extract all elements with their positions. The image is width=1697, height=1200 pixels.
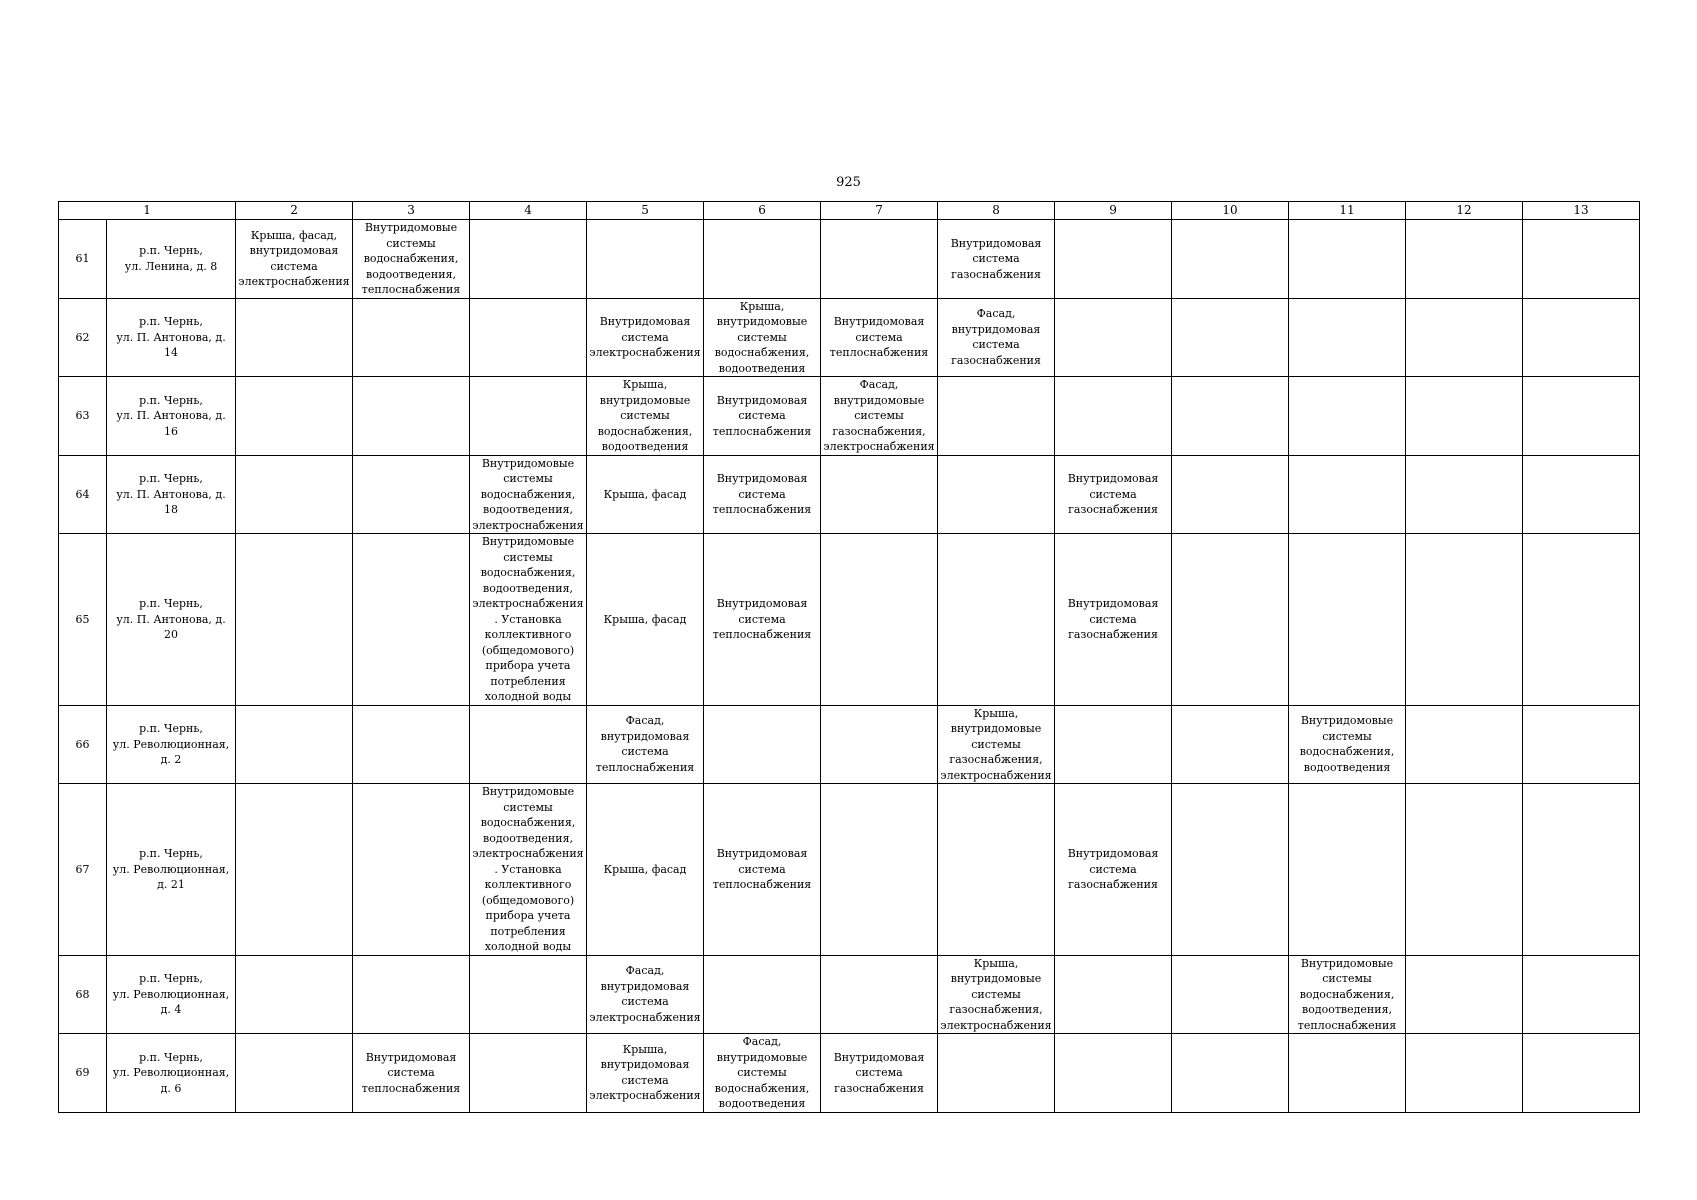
work-cell-col-13	[1523, 377, 1640, 456]
address-cell: р.п. Чернь, ул. П. Антонова, д. 14	[107, 298, 236, 377]
address-cell: р.п. Чернь, ул. Революционная, д. 21	[107, 784, 236, 956]
address-cell: р.п. Чернь, ул. Революционная, д. 2	[107, 705, 236, 784]
work-description: Внутридомовые системы водоснабжения, водоотведения	[1299, 714, 1395, 774]
work-description: Крыша, фасад	[603, 862, 687, 876]
work-cell-col-7	[821, 784, 938, 956]
work-description: Внутридомовые системы водоснабжения, водоотведения, электроснабжения. Установка коллективного (общедомового) прибора учета потребления холодной воды	[472, 535, 584, 703]
work-cell-col-8	[938, 377, 1055, 456]
work-cell-col-12	[1406, 377, 1523, 456]
work-cell-col-11	[1289, 298, 1406, 377]
capital-repair-schedule-table	[58, 201, 1640, 1113]
work-cell-col-11	[1289, 455, 1406, 534]
work-cell-col-9	[1055, 1034, 1172, 1113]
row-number: 62	[59, 298, 107, 377]
work-cell-col-6	[704, 534, 821, 706]
work-cell-col-3	[353, 705, 470, 784]
work-cell-col-3	[353, 377, 470, 456]
work-description: Внутридомовая система газоснабжения	[1067, 847, 1159, 891]
work-description: Крыша, фасад	[603, 612, 687, 626]
row-number: 69	[59, 1034, 107, 1113]
row-number: 66	[59, 705, 107, 784]
work-cell-col-5	[587, 955, 704, 1034]
work-description: Внутридомовые системы водоснабжения, водоотведения, электроснабжения	[472, 456, 584, 532]
work-description: Фасад, внутридомовые системы газоснабжения, электроснабжения	[823, 378, 935, 453]
work-cell-col-8	[938, 705, 1055, 784]
work-cell-col-2	[236, 298, 353, 377]
row-number: 61	[59, 220, 107, 299]
column-header-13: 13	[1523, 202, 1640, 220]
work-description: Фасад, внутридомовая система газоснабжения	[951, 307, 1041, 367]
table-row	[59, 784, 1640, 956]
work-cell-col-12	[1406, 1034, 1523, 1113]
work-cell-col-10	[1172, 1034, 1289, 1113]
column-header-9: 9	[1055, 202, 1172, 220]
work-description: Внутридомовая система теплоснабжения	[712, 597, 812, 641]
work-description: Фасад, внутридомовая система теплоснабжения	[595, 714, 695, 774]
table-row	[59, 220, 1640, 299]
work-cell-col-7	[821, 1034, 938, 1113]
table-row	[59, 955, 1640, 1034]
column-header-2: 2	[236, 202, 353, 220]
work-cell-col-11	[1289, 784, 1406, 956]
work-cell-col-12	[1406, 455, 1523, 534]
work-description: Внутридомовая система теплоснабжения	[712, 472, 812, 516]
work-cell-col-5	[587, 455, 704, 534]
work-cell-col-3	[353, 784, 470, 956]
work-cell-col-13	[1523, 455, 1640, 534]
work-cell-col-8	[938, 955, 1055, 1034]
work-cell-col-4	[470, 534, 587, 706]
column-header-5: 5	[587, 202, 704, 220]
work-cell-col-4	[470, 955, 587, 1034]
column-header-10: 10	[1172, 202, 1289, 220]
work-description: Фасад, внутридомовая система электроснабжения	[589, 964, 701, 1024]
column-header-12: 12	[1406, 202, 1523, 220]
work-cell-col-12	[1406, 220, 1523, 299]
work-cell-col-6	[704, 1034, 821, 1113]
work-description: Внутридомовая система теплоснабжения	[712, 847, 812, 891]
work-cell-col-3	[353, 298, 470, 377]
work-cell-col-2	[236, 705, 353, 784]
work-description: Внутридомовые системы водоснабжения, водоотведения, электроснабжения. Установка коллективного (общедомового) прибора учета потребления холодной воды	[472, 785, 584, 953]
work-cell-col-10	[1172, 298, 1289, 377]
work-cell-col-4	[470, 298, 587, 377]
work-cell-col-12	[1406, 955, 1523, 1034]
work-cell-col-11	[1289, 220, 1406, 299]
table-row	[59, 1034, 1640, 1113]
work-cell-col-12	[1406, 784, 1523, 956]
work-cell-col-6	[704, 377, 821, 456]
work-cell-col-9	[1055, 705, 1172, 784]
work-cell-col-13	[1523, 784, 1640, 956]
work-cell-col-6	[704, 455, 821, 534]
work-description: Крыша, внутридомовая система электроснабжения	[589, 1042, 701, 1103]
work-cell-col-2	[236, 377, 353, 456]
work-description: Крыша, внутридомовые системы газоснабжения, электроснабжения	[940, 956, 1052, 1032]
work-description: Крыша, внутридомовые системы водоснабжения, водоотведения	[597, 378, 693, 453]
work-cell-col-2	[236, 955, 353, 1034]
work-cell-col-8	[938, 298, 1055, 377]
work-cell-col-10	[1172, 534, 1289, 706]
work-cell-col-10	[1172, 784, 1289, 956]
work-cell-col-8	[938, 784, 1055, 956]
work-cell-col-5	[587, 705, 704, 784]
work-cell-col-4	[470, 1034, 587, 1113]
work-description: Внутридомовая система газоснабжения	[1067, 472, 1159, 516]
table-row	[59, 377, 1640, 456]
work-cell-col-9	[1055, 377, 1172, 456]
work-cell-col-5	[587, 784, 704, 956]
work-description: Фасад, внутридомовые системы водоснабжения, водоотведения	[714, 1035, 810, 1110]
address-cell: р.п. Чернь, ул. П. Антонова, д. 20	[107, 534, 236, 706]
work-cell-col-7	[821, 534, 938, 706]
work-cell-col-10	[1172, 220, 1289, 299]
work-cell-col-7	[821, 455, 938, 534]
address-cell: р.п. Чернь, ул. П. Антонова, д. 16	[107, 377, 236, 456]
work-cell-col-2	[236, 534, 353, 706]
work-cell-col-13	[1523, 705, 1640, 784]
column-header-6: 6	[704, 202, 821, 220]
column-header-3: 3	[353, 202, 470, 220]
work-cell-col-8	[938, 534, 1055, 706]
work-description: Крыша, фасад, внутридомовая система электроснабжения	[238, 228, 350, 289]
column-header-7: 7	[821, 202, 938, 220]
column-header-11: 11	[1289, 202, 1406, 220]
work-cell-col-2	[236, 455, 353, 534]
work-cell-col-12	[1406, 705, 1523, 784]
work-cell-col-7	[821, 220, 938, 299]
work-cell-col-2	[236, 1034, 353, 1113]
work-cell-col-12	[1406, 298, 1523, 377]
work-cell-col-8	[938, 1034, 1055, 1113]
row-number: 64	[59, 455, 107, 534]
work-cell-col-7	[821, 705, 938, 784]
work-cell-col-5	[587, 377, 704, 456]
work-description: Внутридомовая система теплоснабжения	[361, 1050, 461, 1095]
work-cell-col-3	[353, 534, 470, 706]
work-cell-col-5	[587, 298, 704, 377]
work-cell-col-9	[1055, 455, 1172, 534]
work-cell-col-6	[704, 220, 821, 299]
work-cell-col-7	[821, 298, 938, 377]
work-cell-col-7	[821, 955, 938, 1034]
work-cell-col-11	[1289, 955, 1406, 1034]
work-cell-col-10	[1172, 377, 1289, 456]
work-description: Крыша, фасад	[603, 487, 687, 501]
work-cell-col-9	[1055, 955, 1172, 1034]
work-cell-col-8	[938, 455, 1055, 534]
work-cell-col-4	[470, 784, 587, 956]
work-cell-col-10	[1172, 455, 1289, 534]
address-cell: р.п. Чернь, ул. Революционная, д. 4	[107, 955, 236, 1034]
address-cell: р.п. Чернь, ул. Революционная, д. 6	[107, 1034, 236, 1113]
work-cell-col-10	[1172, 955, 1289, 1034]
column-header-1: 1	[59, 202, 236, 220]
work-cell-col-3	[353, 220, 470, 299]
work-cell-col-3	[353, 455, 470, 534]
work-description: Внутридомовая система газоснабжения	[833, 1050, 925, 1095]
table-row	[59, 455, 1640, 534]
row-number: 63	[59, 377, 107, 456]
work-cell-col-7	[821, 377, 938, 456]
work-cell-col-6	[704, 705, 821, 784]
work-cell-col-13	[1523, 298, 1640, 377]
column-number-header-row	[59, 202, 1640, 220]
work-cell-col-9	[1055, 220, 1172, 299]
work-cell-col-8	[938, 220, 1055, 299]
work-cell-col-12	[1406, 534, 1523, 706]
work-description: Крыша, внутридомовые системы водоснабжения, водоотведения	[714, 299, 810, 375]
table-row	[59, 298, 1640, 377]
work-cell-col-4	[470, 377, 587, 456]
work-cell-col-4	[470, 705, 587, 784]
work-cell-col-3	[353, 1034, 470, 1113]
row-number: 65	[59, 534, 107, 706]
work-cell-col-2	[236, 784, 353, 956]
work-cell-col-2	[236, 220, 353, 299]
work-description: Внутридомовая система теплоснабжения	[829, 315, 929, 359]
work-cell-col-11	[1289, 377, 1406, 456]
work-description: Внутридомовые системы водоснабжения, водоотведения, теплоснабжения	[1297, 956, 1397, 1032]
work-cell-col-11	[1289, 1034, 1406, 1113]
work-cell-col-13	[1523, 534, 1640, 706]
work-cell-col-13	[1523, 1034, 1640, 1113]
work-cell-col-9	[1055, 298, 1172, 377]
work-cell-col-6	[704, 955, 821, 1034]
work-cell-col-9	[1055, 534, 1172, 706]
work-description: Внутридомовые системы водоснабжения, водоотведения, теплоснабжения	[361, 221, 461, 296]
work-cell-col-5	[587, 1034, 704, 1113]
work-description: Внутридомовая система газоснабжения	[950, 236, 1042, 281]
work-cell-col-5	[587, 220, 704, 299]
work-cell-col-3	[353, 955, 470, 1034]
work-description: Внутридомовая система газоснабжения	[1067, 597, 1159, 641]
address-cell: р.п. Чернь, ул. П. Антонова, д. 18	[107, 455, 236, 534]
column-header-8: 8	[938, 202, 1055, 220]
work-cell-col-4	[470, 220, 587, 299]
table-row	[59, 705, 1640, 784]
work-cell-col-11	[1289, 534, 1406, 706]
row-number: 68	[59, 955, 107, 1034]
address-cell: р.п. Чернь, ул. Ленина, д. 8	[107, 220, 236, 299]
table-row	[59, 534, 1640, 706]
work-cell-col-11	[1289, 705, 1406, 784]
work-cell-col-6	[704, 784, 821, 956]
work-cell-col-4	[470, 455, 587, 534]
work-cell-col-10	[1172, 705, 1289, 784]
work-cell-col-13	[1523, 220, 1640, 299]
work-description: Крыша, внутридомовые системы газоснабжения, электроснабжения	[940, 706, 1052, 782]
work-cell-col-13	[1523, 955, 1640, 1034]
work-cell-col-6	[704, 298, 821, 377]
work-cell-col-9	[1055, 784, 1172, 956]
table-body	[59, 202, 1640, 1113]
work-cell-col-5	[587, 534, 704, 706]
work-description: Внутридомовая система электроснабжения	[589, 315, 701, 359]
page-number: 925	[836, 175, 861, 190]
column-header-4: 4	[470, 202, 587, 220]
work-description: Внутридомовая система теплоснабжения	[712, 393, 812, 438]
row-number: 67	[59, 784, 107, 956]
